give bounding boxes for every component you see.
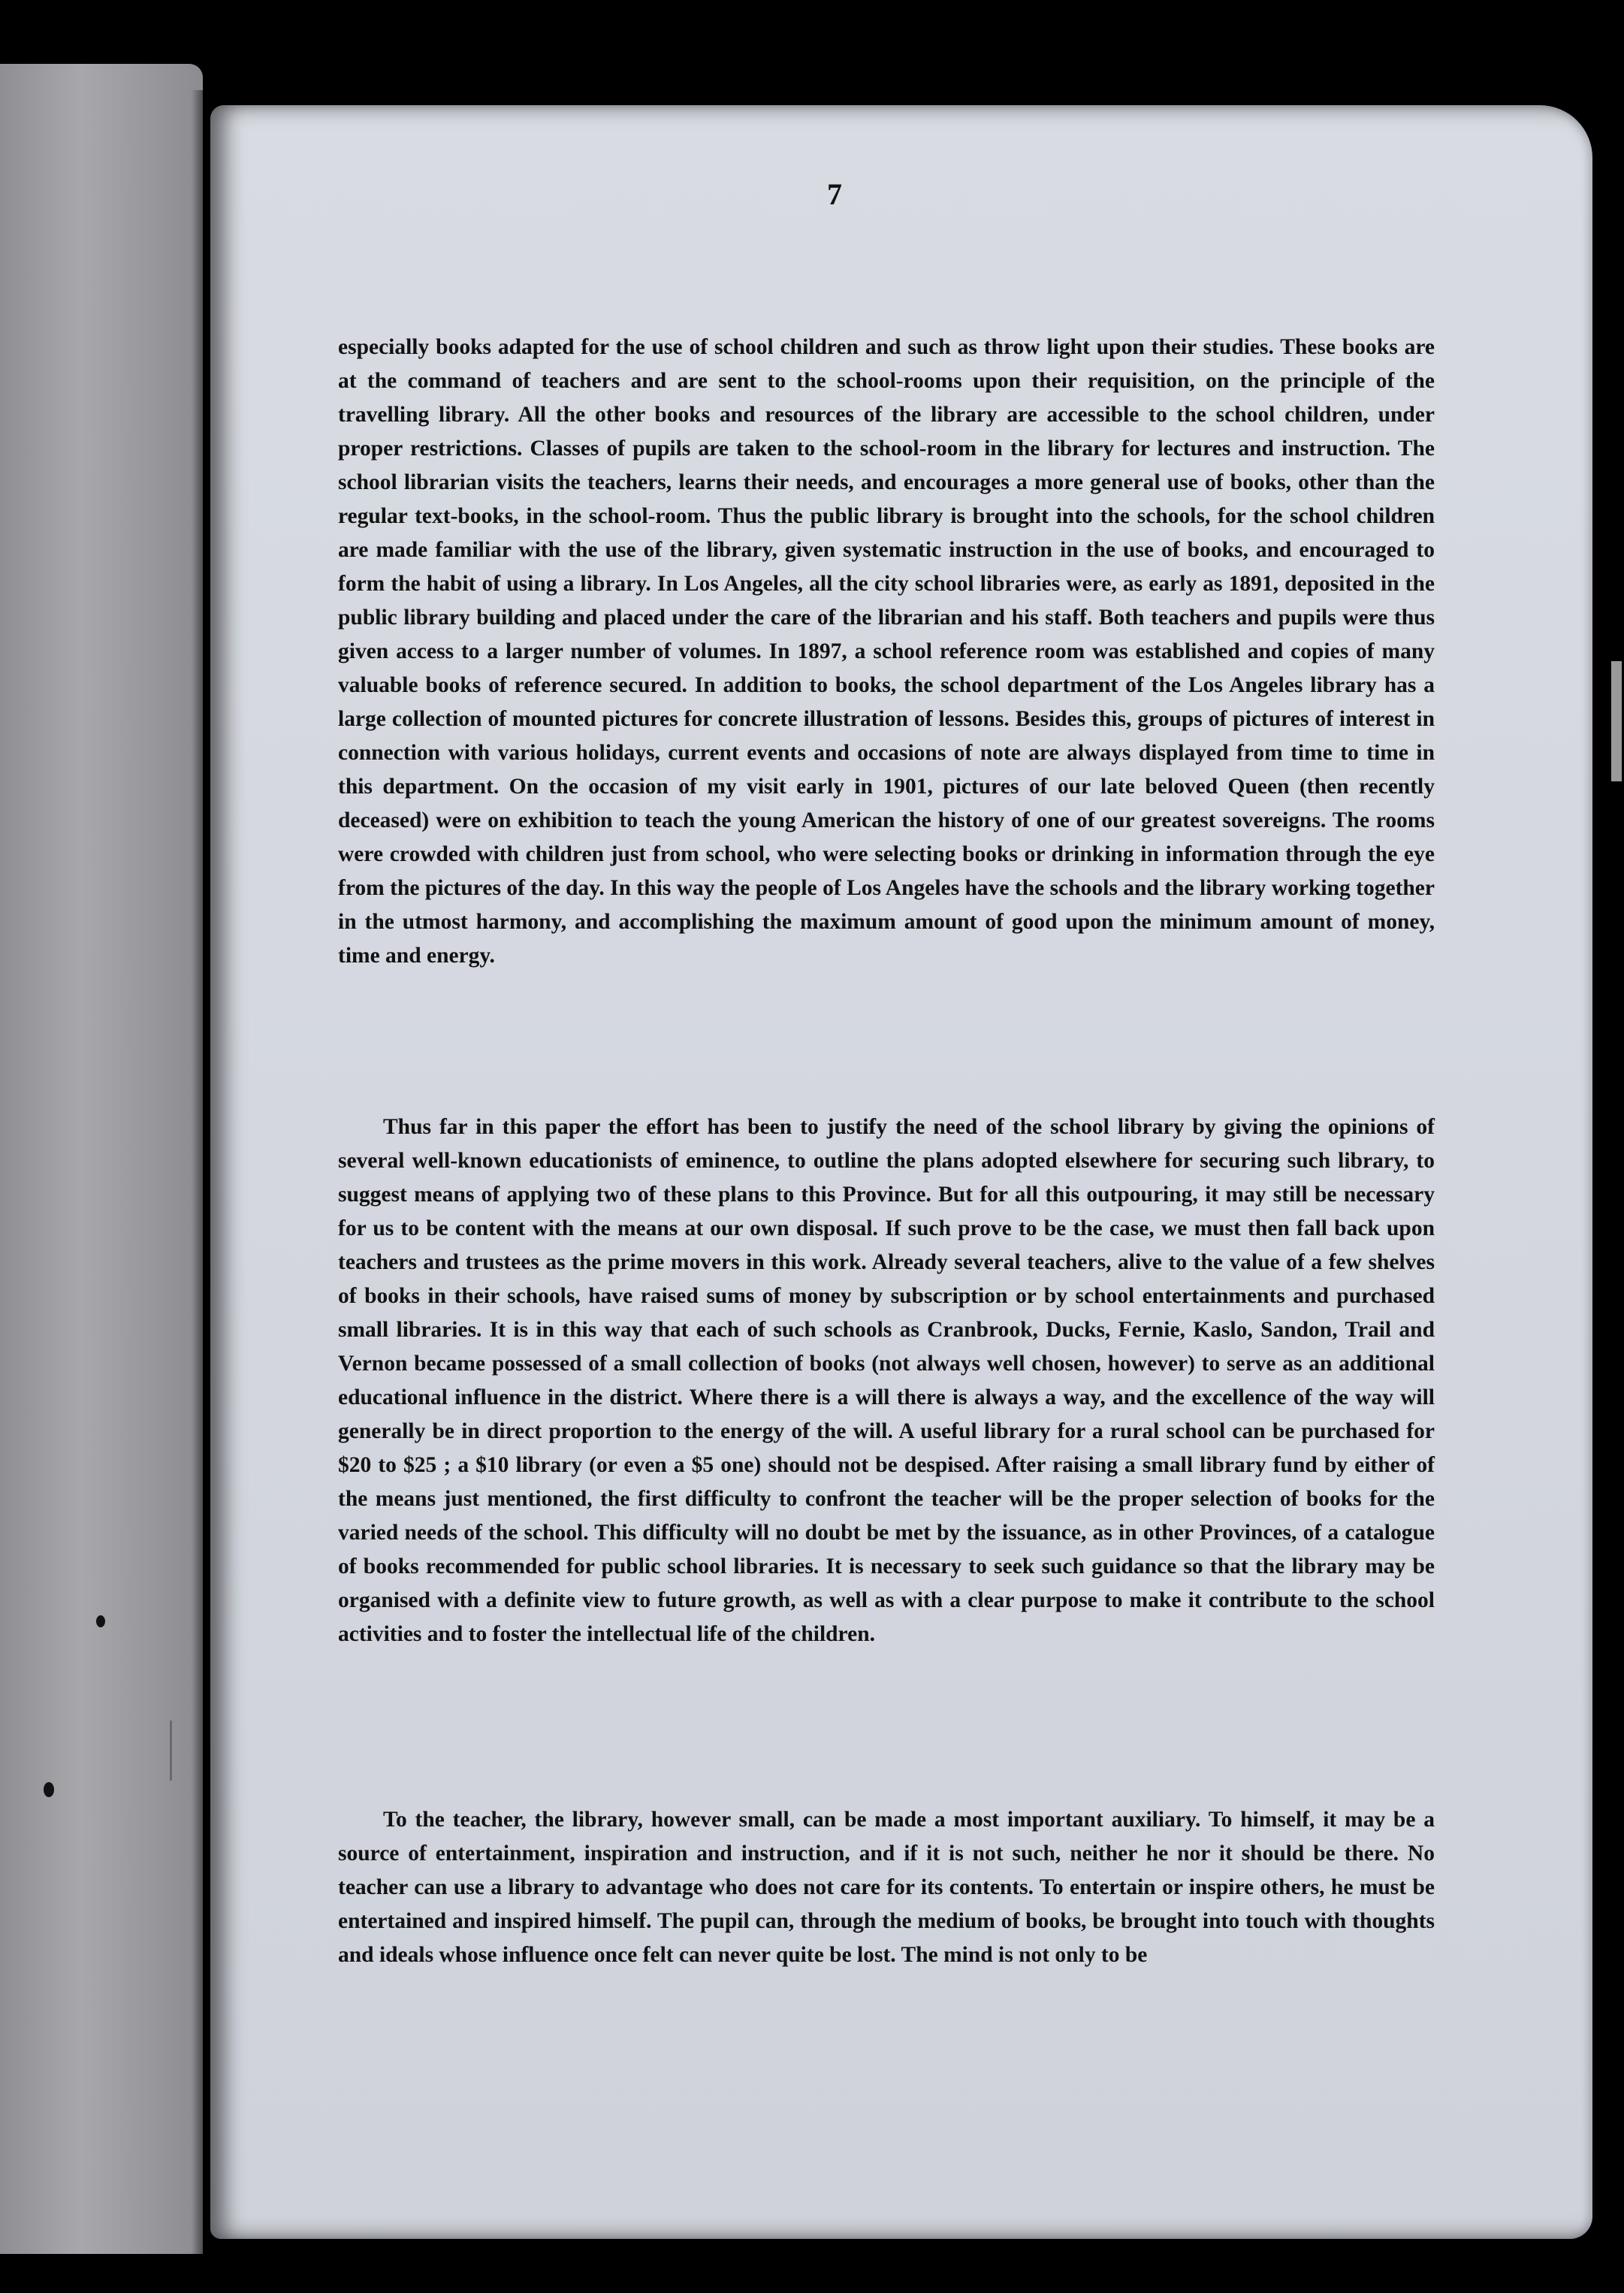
scan-speck bbox=[1611, 661, 1622, 781]
margin-ink-dot bbox=[44, 1782, 54, 1797]
margin-ink-dot bbox=[96, 1615, 105, 1627]
page-number: 7 bbox=[827, 177, 842, 211]
adjacent-page-edge bbox=[0, 64, 203, 2254]
paragraph-3: To the teacher, the library, however small, can be made a most important auxiliary. To himself, it may be a source of entertainment, inspiration and instruction, and if it is not such, neither he nor it should be there. No teacher can use a library to advantage who does not care for its contents. To entertain or inspire others, he must be entertained and inspired himself. The pupil can, through the medium of books, be brought into touch with thoughts and ideals whose influence once felt can never quite be lost. The mind is not only to be bbox=[338, 1808, 1435, 1967]
paragraph-2: Thus far in this paper the effort has been to justify the need of the school library by giving the opinions of several well-known educationists of eminence, to outline the plans adopted elsewhere for securing such library, to suggest means of applying two of these plans to this Province. But for all this outpouring, it may still be necessary for us to be content with the means at our own disposal. If such prove to be the case, we must then fall back upon teachers and trustees as the prime movers in this work. Already several teachers, alive to the value of a few shelves of books in their schools, have raised sums of money by subscription or by school entertainments and purchased small libraries. It is in this way that each of such schools as Cranbrook, Ducks, Fernie, Kaslo, Sandon, Trail and Vernon became possessed of a small collection of books (not always well chosen, however) to serve as an additional educational influence in the district. Where there is a will there is always a way, and the excellence of the way will generally be in direct proportion to the energy of the will. A useful library for a rural school can be purchased for $20 to $25 ; a $10 library (or even a $5 one) should not be despised. After raising a small library fund by either of the means just mentioned, the first difficulty to confront the teacher will be the proper selection of books for the varied needs of the school. This difficulty will no doubt be met by the issuance, as in other Provinces, of a catalogue of books recommended for public school libraries. It is necessary to seek such guidance so that the library may be organised with a definite view to future growth, as well as with a clear purpose to make it contribute to the school activities and to foster the intellectual life of the children. bbox=[338, 1115, 1435, 1646]
paragraph-1: especially books adapted for the use of school children and such as throw light upon their studies. These books are at the command of teachers and are sent to the school-rooms upon their requisition, on the principle of the travelling library. All the other books and resources of the library are accessible to the school children, under proper restrictions. Classes of pupils are taken to the school-room in the library for lectures and instruction. The school librarian visits the teachers, learns their needs, and encourages a more general use of books, other than the regular text-books, in the school-room. Thus the public library is brought into the schools, for the school children are made familiar with the use of the library, given systematic instruction in the use of books, and encouraged to form the habit of using a library. In Los Angeles, all the city school libraries were, as early as 1891, deposited in the public library building and placed under the care of the librarian and his staff. Both teachers and pupils were thus given access to a larger number of volumes. In 1897, a school reference room was established and copies of many valuable books of reference secured. In addition to books, the school department of the Los Angeles library has a large collection of mounted pictures for concrete illustration of lessons. Besides this, groups of pictures of interest in connection with various holidays, current events and occasions of note are always displayed from time to time in this department. On the occasion of my visit early in 1901, pictures of our late beloved Queen (then recently deceased) were on exhibition to teach the young American the history of one of our greatest sovereigns. The rooms were crowded with children just from school, who were selecting books or drinking in information through the eye from the pictures of the day. In this way the people of Los Angeles have the schools and the library working together in the utmost harmony, and accomplishing the maximum amount of good upon the minimum amount of money, time and energy. bbox=[338, 335, 1435, 968]
scan-speck bbox=[170, 1721, 172, 1781]
